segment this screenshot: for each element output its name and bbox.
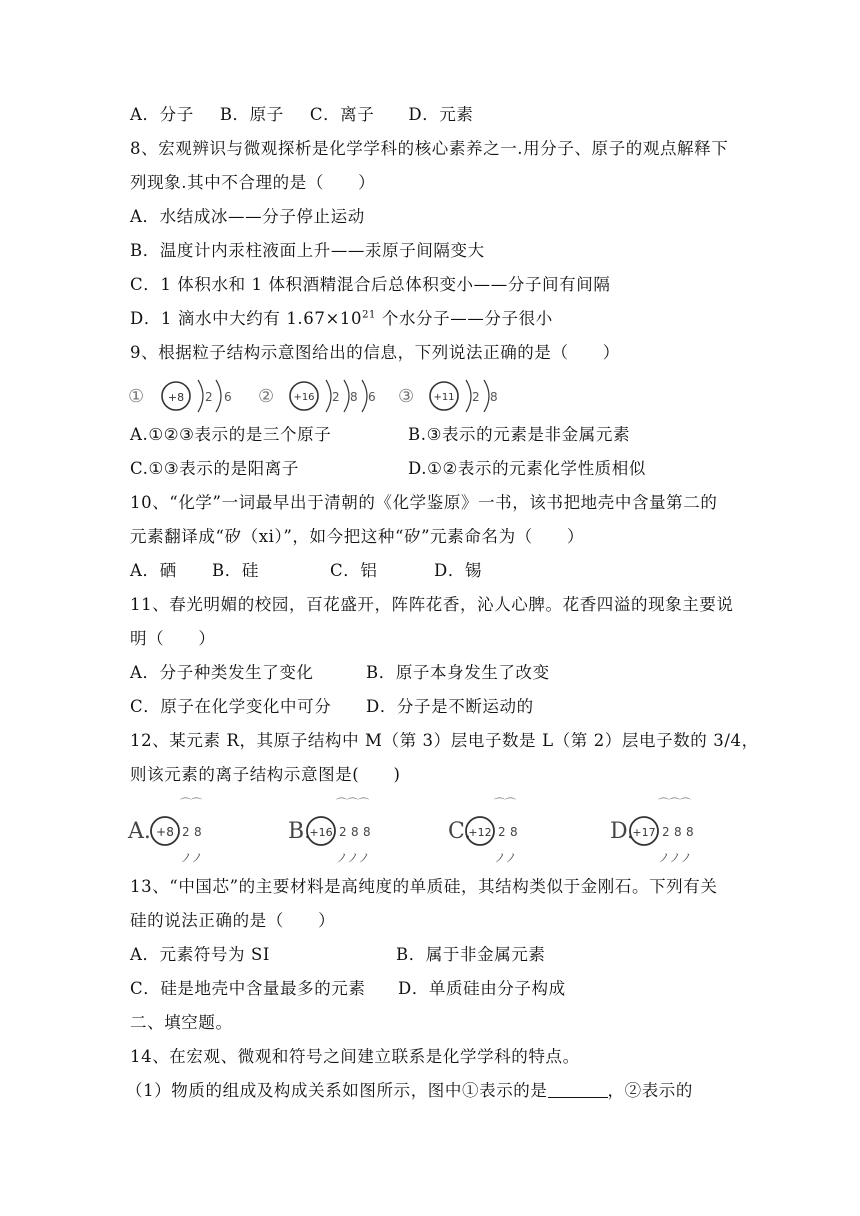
q9-diagram-2-label: ② bbox=[258, 386, 275, 407]
q14-sub1-text: （1）物质的组成及构成关系如图所示，图中①表示的是 bbox=[126, 1081, 548, 1100]
q12-option-c-letter: C. bbox=[448, 819, 472, 844]
q14-sub1-tail: ，②表示的 bbox=[607, 1081, 693, 1100]
q13-stem-line1: 13、“中国芯”的主要材料是高纯度的单质硅，其结构类似于金刚石。下列有关 bbox=[130, 877, 718, 896]
q12-option-d-diagram bbox=[610, 797, 694, 865]
svg-text:⌒⌒⌒: ⌒⌒⌒ bbox=[658, 797, 691, 810]
q12-option-b-shell-1: 2 bbox=[339, 825, 347, 839]
q13-options-row2 bbox=[130, 978, 566, 1000]
q13-option-d: D．单质硅由分子构成 bbox=[398, 979, 566, 998]
svg-text:ノノ: ノノ bbox=[494, 851, 518, 865]
q7-option-b: B．原子 bbox=[219, 105, 284, 124]
q8-option-d-text: D．1 滴水中大约有 1.67×10 bbox=[130, 309, 363, 328]
q12-option-a-letter: A. bbox=[128, 819, 151, 844]
q13-option-a: A．元素符号为 SI bbox=[130, 945, 270, 964]
q12-option-a-shell-1: 2 bbox=[182, 825, 190, 839]
q12-option-c-nucleus: +12 bbox=[468, 826, 492, 839]
q14-sub1 bbox=[126, 1080, 693, 1102]
q9-diagram-1-label: ① bbox=[128, 386, 145, 407]
svg-text:ノノ: ノノ bbox=[180, 851, 204, 865]
q12-option-b-diagram bbox=[288, 797, 371, 865]
q14-stem: 14、在宏观、微观和符号之间建立联系是化学学科的特点。 bbox=[130, 1047, 580, 1066]
svg-text:⌒⌒: ⌒⌒ bbox=[494, 797, 516, 810]
q13-option-b: B．属于非金属元素 bbox=[396, 945, 546, 964]
q9-stem: 9、根据粒子结构示意图给出的信息，下列说法正确的是（ ） bbox=[130, 343, 620, 362]
q11-option-b: B．原子本身发生了改变 bbox=[366, 663, 550, 682]
q8-stem-line2: 列现象.其中不合理的是（ ） bbox=[130, 173, 376, 192]
svg-text:ノノノ: ノノノ bbox=[658, 851, 693, 865]
q8-option-b: B．温度计内汞柱液面上升——汞原子间隔变大 bbox=[130, 241, 485, 260]
q9-option-d: D.①②表示的元素化学性质相似 bbox=[408, 459, 646, 478]
q9-diagram-2-shell-3: 6 bbox=[368, 390, 376, 404]
q10-options bbox=[130, 560, 482, 582]
q9-options-row1 bbox=[130, 424, 630, 446]
q9-diagram-3-nucleus: +11 bbox=[433, 392, 455, 403]
q9-diagram-1 bbox=[128, 380, 232, 412]
q12-option-d-shell-3: 8 bbox=[686, 825, 694, 839]
q9-option-c: C.①③表示的是阳离子 bbox=[130, 459, 299, 478]
q9-options-row2 bbox=[130, 458, 646, 480]
q8-option-d bbox=[130, 308, 553, 330]
q9-diagram-1-shell-2: 6 bbox=[224, 390, 232, 404]
q9-diagram-3-shell-2: 8 bbox=[490, 390, 498, 404]
q12-stem-line2: 则该元素的离子结构示意图是( ) bbox=[130, 765, 401, 784]
q13-option-c: C．硅是地壳中含量最多的元素 bbox=[130, 979, 366, 998]
q10-stem-line1: 10、“化学”一词最早出于清朝的《化学鉴原》一书，该书把地壳中含量第二的 bbox=[130, 493, 718, 512]
q12-option-d-shell-1: 2 bbox=[662, 825, 670, 839]
answer-blank-1[interactable] bbox=[548, 1083, 608, 1098]
q8-stem-line1: 8、宏观辨识与微观探析是化学学科的核心素养之一.用分子、原子的观点解释下 bbox=[130, 139, 729, 158]
q8-option-c: C．1 体积水和 1 体积酒精混合后总体积变小——分子间有间隔 bbox=[130, 275, 611, 294]
q11-stem-line1: 11、春光明媚的校园，百花盛开，阵阵花香，沁人心脾。花香四溢的现象主要说 bbox=[130, 595, 734, 614]
q11-stem-line2: 明（ ） bbox=[130, 629, 216, 648]
q9-diagram-1-shell-1: 2 bbox=[205, 390, 213, 404]
q9-structure-diagrams bbox=[128, 372, 528, 422]
q12-option-d-nucleus: +17 bbox=[632, 826, 656, 839]
q9-diagram-3 bbox=[398, 380, 498, 412]
q12-option-a-nucleus: +8 bbox=[156, 825, 174, 839]
svg-text:⌒⌒: ⌒⌒ bbox=[180, 797, 202, 810]
q10-option-c: C．铝 bbox=[330, 561, 378, 580]
q12-option-b-nucleus: +16 bbox=[309, 826, 333, 839]
q11-option-c: C．原子在化学变化中可分 bbox=[130, 697, 332, 716]
q9-diagram-3-label: ③ bbox=[398, 386, 415, 407]
q12-option-c-diagram bbox=[448, 797, 518, 865]
q11-options-row2 bbox=[130, 696, 534, 718]
q10-option-d: D．锡 bbox=[434, 561, 483, 580]
q9-diagram-2-shell-2: 8 bbox=[350, 390, 358, 404]
q11-option-a: A．分子种类发生了变化 bbox=[130, 663, 314, 682]
q11-option-d: D．分子是不断运动的 bbox=[366, 697, 534, 716]
q13-options-row1 bbox=[130, 944, 546, 966]
q13-stem-line2: 硅的说法正确的是（ ） bbox=[130, 911, 336, 930]
q12-option-b-letter: B. bbox=[288, 819, 312, 844]
q9-option-b: B.③表示的元素是非金属元素 bbox=[408, 425, 631, 444]
q12-option-c-shell-2: 8 bbox=[510, 825, 518, 839]
q8-option-a: A．水结成冰——分子停止运动 bbox=[130, 207, 365, 226]
q12-structure-diagrams bbox=[128, 794, 728, 866]
q9-diagram-2-nucleus: +16 bbox=[293, 392, 315, 403]
q7-option-a: A．分子 bbox=[130, 105, 194, 124]
q7-options bbox=[130, 104, 474, 126]
q7-option-c: C．离子 bbox=[309, 105, 375, 124]
q11-options-row1 bbox=[130, 662, 550, 684]
q8-option-d-tail: 个水分子——分子很小 bbox=[376, 309, 553, 328]
svg-text:⌒⌒⌒: ⌒⌒⌒ bbox=[336, 797, 369, 810]
q7-option-d: D．元素 bbox=[408, 105, 474, 124]
svg-text:ノノノ: ノノノ bbox=[336, 851, 371, 865]
q12-option-d-shell-2: 8 bbox=[674, 825, 682, 839]
q12-option-d-letter: D. bbox=[610, 819, 634, 844]
q8-exponent: 21 bbox=[362, 309, 377, 321]
section-heading: 二、填空题。 bbox=[130, 1013, 233, 1032]
q9-option-a: A.①②③表示的是三个原子 bbox=[130, 425, 332, 444]
q9-diagram-2-shell-1: 2 bbox=[332, 390, 340, 404]
q10-option-a: A．硒 bbox=[130, 561, 177, 580]
q12-option-c-shell-1: 2 bbox=[498, 825, 506, 839]
q12-option-a-diagram bbox=[127, 797, 203, 865]
q9-diagram-3-shell-1: 2 bbox=[472, 390, 480, 404]
q12-option-a-shell-2: 8 bbox=[194, 825, 202, 839]
q10-stem-line2: 元素翻译成“矽（xi）”，如今把这种“矽”元素命名为（ ） bbox=[130, 527, 585, 546]
q9-diagram-2 bbox=[258, 380, 376, 412]
q12-option-b-shell-2: 8 bbox=[351, 825, 359, 839]
q10-option-b: B．硅 bbox=[212, 561, 259, 580]
q9-diagram-1-nucleus: +8 bbox=[167, 391, 185, 404]
q12-stem-line1: 12、某元素 R，其原子结构中 M（第 3）层电子数是 L（第 2）层电子数的 3/4， bbox=[130, 731, 759, 750]
q12-option-b-shell-3: 8 bbox=[363, 825, 371, 839]
